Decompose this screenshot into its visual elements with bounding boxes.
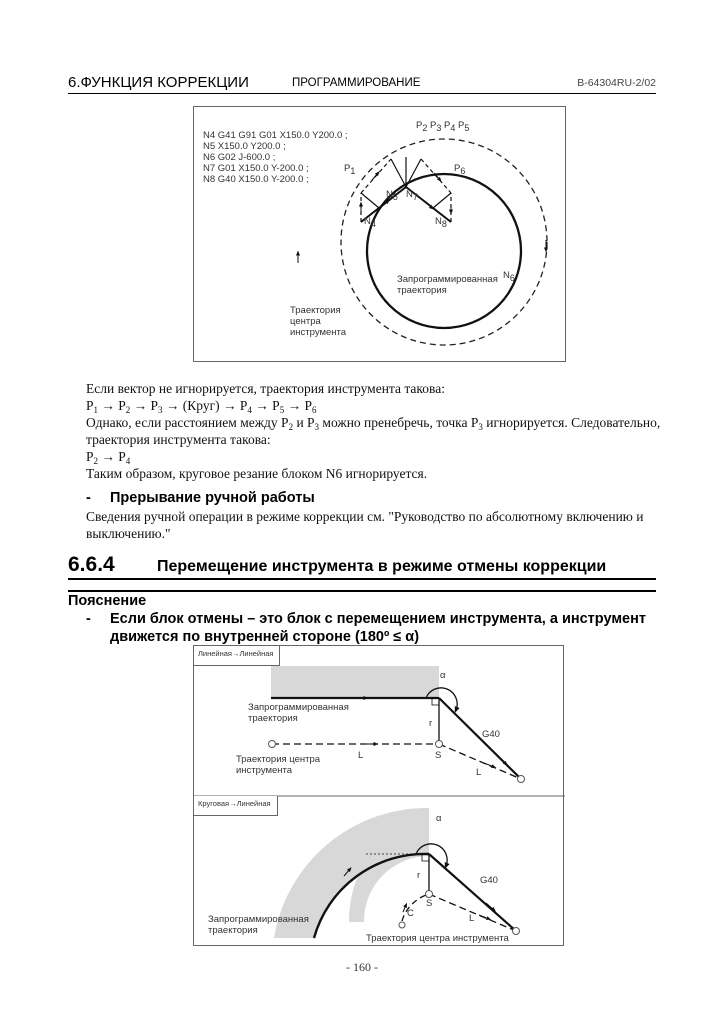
direction-arrow [479,915,489,919]
p-sub: 2 [422,123,428,133]
label-p2-p5 [416,120,469,134]
explanation-heading: Пояснение [68,593,147,609]
subheading-manual-interrupt: - Прерывание ручной работы [86,490,315,506]
path-sequence-1: $P_1 \to P_2 \to P_3$ → (Круг) → $P_4 \to P_5 \to P_6$ [86,398,317,415]
body-text-line: Если вектор не игнорируется, траектория инструмента такова: [86,381,445,396]
direction-arrow [424,201,432,208]
vector-p4 [406,159,421,187]
path-sequence-2: $P_2 \to P_4$ [86,449,131,466]
tool-center-label: Траектория центра инструмента [290,305,347,338]
program-line: N7 G01 X150.0 Y-200.0 ; [203,163,309,174]
body-text-line: выключению." [86,526,171,541]
l-label: L [469,913,475,924]
panel-tag-circular-linear: Круговая→Линейная [194,796,278,816]
programmed-path-label: Запрограммированная траектория [208,914,309,936]
body-text-line: Однако, если расстоянием между $P_2$ и $P_3$ можно пренебречь, точка $P_3$ игнорируется. Следовательно, [86,415,661,432]
section-label: ПРОГРАММИРОВАНИЕ [292,77,421,89]
alpha-label: α [436,813,442,824]
start-point [399,922,405,928]
panel-tag-linear-linear: Линейная→Линейная [194,646,280,666]
c-label: C [407,908,414,919]
g40-label: G40 [482,729,500,740]
vector-p2 [391,159,406,187]
body-text-line: Сведения ручной операции в режиме коррекции см. "Руководство по абсолютному включению и [86,509,644,524]
offset-vector [361,193,379,208]
program-line: N4 G41 G91 G01 X150.0 Y200.0 ; [203,130,348,141]
label-p6: $P_6$ [454,163,466,176]
l-label: L [476,767,482,778]
section-number: 6.6.4 [68,553,115,576]
tool-center-label: Траектория центра инструмента [236,754,321,776]
body-text-line: траектория инструмента такова: [86,432,271,447]
s-label: S [435,750,442,761]
p-sub: 3 [436,123,442,133]
section-rule [68,590,656,592]
header-rule [68,93,656,94]
program-line: N6 G02 J-600.0 ; [203,152,276,163]
bullet-inner-side: - Если блок отмены – это блок с перемещением инструмента, а инструмент движется по внутренней стороне (180º ≤ α) [86,611,646,645]
l-label: L [358,750,364,761]
end-point [518,776,525,783]
alpha-label: α [440,670,446,681]
direction-arrow [403,905,406,912]
label-n8: $N_8$ [435,216,447,229]
direction-arrow [498,756,506,764]
p-sub: 5 [464,123,470,133]
p-label: P [458,120,465,131]
circle-diagram [194,107,567,363]
point-s [426,891,433,898]
p-sub: 4 [450,123,456,133]
p-label: P [416,120,423,131]
r-label: r [429,718,433,729]
point-s [436,741,443,748]
offset-vector [433,193,451,208]
direction-arrow [372,173,378,180]
chapter-title: 6.ФУНКЦИЯ КОРРЕКЦИИ [68,74,249,91]
g40-label: G40 [480,875,498,886]
label-n7: $N_7$ [406,189,418,202]
end-point [513,928,520,935]
start-point [269,741,276,748]
p-label: P [430,120,437,131]
r-label: r [417,870,421,881]
label-n6: $N_6$ [503,270,515,283]
label-n4: $N_4$ [364,216,376,229]
p-label: P [444,120,451,131]
body-text-line: Таким образом, круговое резание блоком N6 игнорируется. [86,466,428,481]
programmed-path-label: Запрограммированная траектория [397,274,498,296]
material-region [271,666,439,698]
tool-center-path [341,139,547,345]
s-label: S [426,898,433,909]
section-rule [68,578,656,580]
figure-cancel-mode [193,645,564,946]
label-p1: $P_1$ [344,163,356,176]
programmed-path-label: Запрограммированная траектория [248,702,349,724]
program-line: N5 X150.0 Y200.0 ; [203,141,286,152]
figure-circular-cutting [193,106,566,362]
page-number: - 160 - [346,960,378,974]
program-line: N8 G40 X150.0 Y-200.0 ; [203,174,309,185]
tool-center-label: Траектория центра инструмента [366,933,509,944]
document-code: B-64304RU-2/02 [577,77,656,89]
section-title: Перемещение инструмента в режиме отмены коррекции [157,558,607,575]
direction-arrow [484,763,494,767]
label-n5: $N_5$ [386,189,398,202]
